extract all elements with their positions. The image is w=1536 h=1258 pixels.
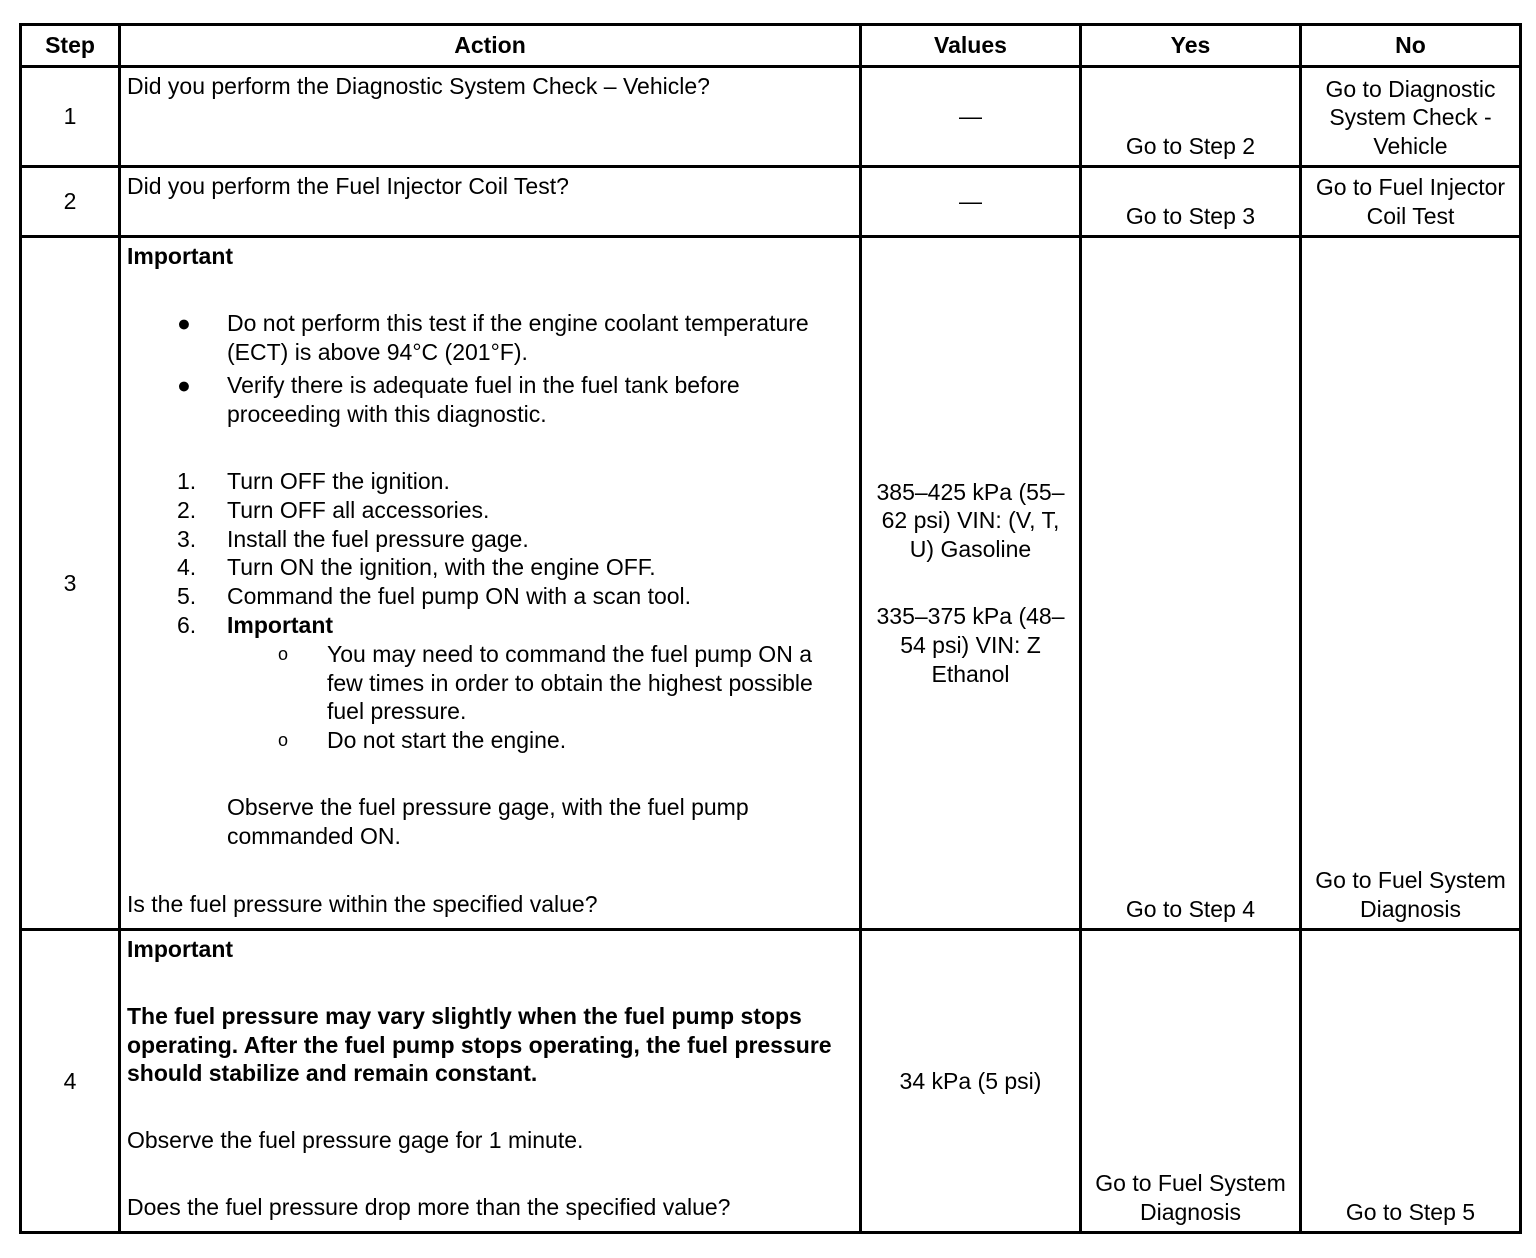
values-ethanol: 335–375 kPa (48–54 psi) VIN: Z Ethanol — [876, 603, 1065, 687]
list-item: 3. Install the fuel pressure gage. — [177, 525, 529, 552]
diagnostic-table — [19, 23, 1522, 1234]
important-title: Important — [127, 243, 234, 269]
values-gasoline: 385–425 kPa (55–62 psi) VIN: (V, T, U) Gasoline — [876, 478, 1065, 563]
list-item: ● Do not perform this test if the engine coolant temperature (ECT) is above 94°C (201°F). — [177, 309, 809, 365]
observe-text: Observe the fuel pressure gage, with the fuel pump commanded ON. — [227, 793, 749, 849]
values-cell: — — [861, 67, 1081, 167]
list-item: o You may need to command the fuel pump ON a few times in order to obtain the highest possible fuel pressure. — [278, 640, 813, 725]
list-item: ● Verify there is adequate fuel in the fuel tank before proceeding with this diagnostic. — [177, 372, 740, 428]
yes-cell: Go to Step 4 — [1081, 237, 1301, 930]
header-action: Action — [120, 25, 861, 67]
question-text: Does the fuel pressure drop more than the specified value? — [127, 1193, 731, 1220]
values-cell: 34 kPa (5 psi) — [861, 930, 1081, 1233]
bullet-icon: ● — [177, 309, 191, 336]
no-cell: Go to Step 5 — [1301, 930, 1521, 1233]
question-text: Is the fuel pressure within the specified value? — [127, 890, 598, 917]
important-text: The fuel pressure may vary slightly when the fuel pump stops operating. After the fuel pump stops operating, the fuel pressure should stabilize and remain constant. — [127, 1002, 832, 1087]
no-cell: Go to Fuel System Diagnosis — [1301, 237, 1521, 930]
values-cell — [861, 237, 1081, 930]
action-cell — [120, 930, 861, 1233]
action-cell — [120, 237, 861, 930]
circle-bullet-icon: o — [278, 643, 289, 664]
action-text: Did you perform the Diagnostic System Check – Vehicle? — [120, 67, 861, 167]
important-bullets — [127, 309, 853, 429]
list-item: 2. Turn OFF all accessories. — [177, 496, 490, 523]
action-text: Did you perform the Fuel Injector Coil Test? — [120, 167, 861, 237]
step-number: 1 — [21, 67, 120, 167]
step-number: 4 — [21, 930, 120, 1233]
circle-bullet-icon: o — [278, 730, 289, 751]
important-sub-list — [227, 640, 853, 755]
step-number: 2 — [21, 167, 120, 237]
observe-text: Observe the fuel pressure gage for 1 minute. — [127, 1127, 584, 1154]
yes-cell: Go to Fuel System Diagnosis — [1081, 930, 1301, 1233]
values-cell: — — [861, 167, 1081, 237]
bullet-icon: ● — [177, 372, 191, 399]
header-step: Step — [21, 25, 120, 67]
no-cell: Go to Diagnostic System Check - Vehicle — [1301, 67, 1521, 167]
header-row — [21, 25, 1521, 67]
procedure-steps — [127, 467, 853, 755]
table-row — [21, 67, 1521, 167]
list-item: 4. Turn ON the ignition, with the engine OFF. — [177, 554, 656, 581]
list-item: 6. Important o You may need to command the fuel pump ON a few times in order to obtain the highest possible fuel pressure. o Do not start the engine. — [127, 611, 853, 755]
header-yes: Yes — [1081, 25, 1301, 67]
yes-cell: Go to Step 2 — [1081, 67, 1301, 167]
header-no: No — [1301, 25, 1521, 67]
important-title: Important — [127, 936, 234, 962]
list-item: 5. Command the fuel pump ON with a scan tool. — [177, 583, 692, 610]
list-item: o Do not start the engine. — [278, 727, 567, 754]
list-item: 1. Turn OFF the ignition. — [177, 467, 450, 494]
no-cell: Go to Fuel Injector Coil Test — [1301, 167, 1521, 237]
header-values: Values — [861, 25, 1081, 67]
step-number: 3 — [21, 237, 120, 930]
table-row — [21, 167, 1521, 237]
yes-cell: Go to Step 3 — [1081, 167, 1301, 237]
table-row — [21, 237, 1521, 930]
table-row — [21, 930, 1521, 1233]
